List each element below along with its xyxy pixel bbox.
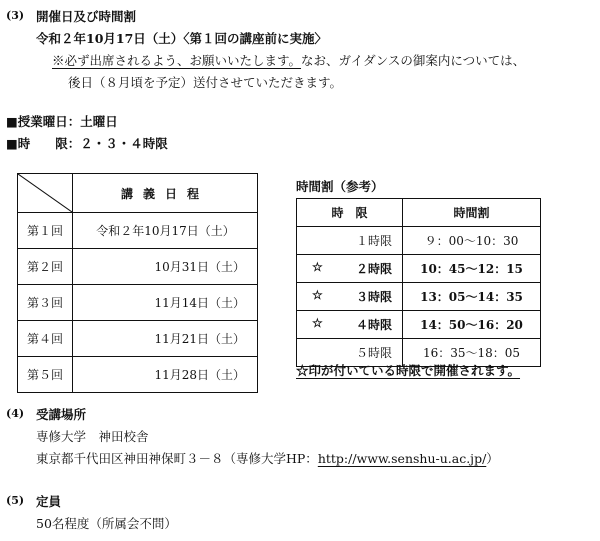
timetable-time: 16：35～18：05 [403, 339, 541, 367]
lecture-schedule-table [17, 173, 258, 393]
star-icon: ☆ [312, 260, 323, 274]
attendance-note-followup: 後日（８月頃を予定）送付させていただきます。 [68, 75, 343, 90]
venue-address-close: ） [486, 451, 499, 466]
venue-address-text: 東京都千代田区神田神保町３－８（専修大学HP： [36, 451, 318, 466]
star-icon: ☆ [312, 316, 323, 330]
attendance-note-guidance: なお、ガイダンスの御案内については、 [301, 53, 526, 68]
schedule-session-label: 第３回 [18, 285, 73, 321]
section-4-heading: 受講場所 [36, 407, 87, 422]
class-period: ■時 限：２・３・４時限 [6, 136, 168, 151]
website-link[interactable]: http://www.senshu-u.ac.jp/ [317, 451, 487, 466]
schedule-session-date: 11月28日（土） [73, 357, 258, 393]
timetable-period: １時限 [297, 227, 403, 255]
section-3-heading: 開催日及び時間割 [36, 9, 137, 24]
timetable [296, 198, 541, 367]
schedule-session-date: 11月21日（土） [73, 321, 258, 357]
schedule-session-label: 第５回 [18, 357, 73, 393]
timetable-row [297, 255, 541, 283]
schedule-session-date: 令和２年10月17日（土） [73, 213, 258, 249]
timetable-time: 10：45～12：15 [403, 255, 541, 283]
timetable-period: ☆ ３時限 [297, 283, 403, 311]
timetable-row [297, 283, 541, 311]
schedule-row [18, 285, 258, 321]
timetable-row [297, 227, 541, 255]
timetable-time: ９：00～10：30 [403, 227, 541, 255]
timetable-caption: 時間割（参考） [296, 179, 384, 194]
schedule-header: 講義日程 [73, 174, 258, 213]
timetable-row [297, 311, 541, 339]
schedule-session-label: 第１回 [18, 213, 73, 249]
schedule-header-row [18, 174, 258, 213]
section-4-number: (4) [6, 407, 25, 420]
capacity-text: 50名程度（所属会不問） [36, 516, 177, 531]
event-date-line: 令和２年10月17日（土）〈第１回の講座前に実施〉 [36, 31, 328, 46]
schedule-session-label: 第２回 [18, 249, 73, 285]
venue-address [36, 449, 499, 467]
timetable-period: ５時限 [297, 339, 403, 367]
timetable-period: ☆ ４時限 [297, 311, 403, 339]
timetable-time: 14：50～16：20 [403, 311, 541, 339]
star-icon: ☆ [312, 288, 323, 302]
timetable-time: 13：05～14：35 [403, 283, 541, 311]
schedule-row [18, 321, 258, 357]
schedule-session-date: 10月31日（土） [73, 249, 258, 285]
timetable-star-note: ☆印が付いている時限で開催されます。 [296, 363, 521, 378]
timetable-period-header: 時 限 [297, 199, 403, 227]
venue-name: 専修大学 神田校舎 [36, 429, 149, 444]
timetable-header-row [297, 199, 541, 227]
timetable-period: ☆ ２時限 [297, 255, 403, 283]
class-day: ■授業曜日：土曜日 [6, 114, 118, 129]
section-5-number: (5) [6, 494, 25, 507]
section-3-number: (3) [6, 9, 25, 22]
schedule-row [18, 249, 258, 285]
schedule-corner-cell [18, 174, 73, 213]
schedule-session-label: 第４回 [18, 321, 73, 357]
timetable-time-header: 時間割 [403, 199, 541, 227]
section-5-heading: 定員 [36, 494, 62, 509]
schedule-row [18, 357, 258, 393]
attendance-note [52, 51, 525, 69]
schedule-session-date: 11月14日（土） [73, 285, 258, 321]
schedule-row [18, 213, 258, 249]
attendance-note-required: ※必ず出席されるよう、お願いいたします。 [52, 53, 302, 68]
